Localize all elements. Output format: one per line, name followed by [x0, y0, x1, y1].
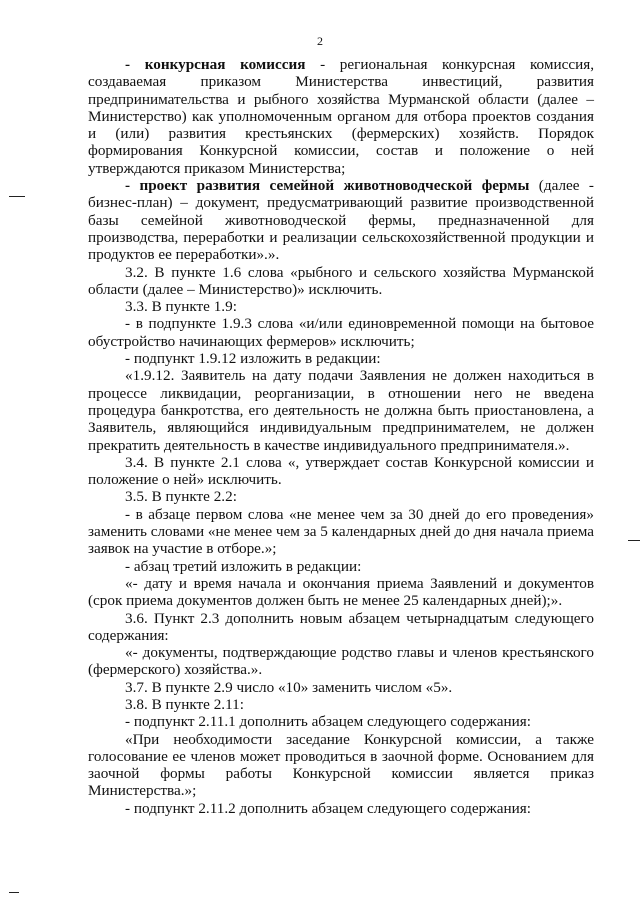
paragraph: «1.9.12. Заявитель на дату подачи Заявления не должен находиться в процессе ликвидации, реорганизации, в отношении него не введена процедура банкротства, его деятельность не должна быть приостановлена, а Заявитель, являющийся индивидуальным предпринимателем, не должен прекратить деятельность в качестве индивидуального предпринимателя.». [88, 367, 594, 454]
document-body [88, 56, 594, 817]
paragraph: 3.2. В пункте 1.6 слова «рыбного и сельского хозяйства Мурманской области (далее – Министерство)» исключить. [88, 263, 594, 298]
definition-paragraph: - конкурсная комиссия - региональная конкурсная комиссия, создаваемая приказом Министерства инвестиций, развития предпринимательства и рыбного хозяйства Мурманской области (далее – Министерство) как уполномоченным органом для отбора проектов создания и (или) развития крестьянских (фермерских) хозяйств. Порядок формирования Конкурсной комиссии, состав и положение о ней утверждаются приказом Министерства; [88, 56, 594, 177]
paragraph: - в подпункте 1.9.3 слова «и/или единовременной помощи на бытовое обустройство начинающих фермеров» исключить; [88, 315, 594, 350]
margin-mark [628, 540, 640, 541]
paragraph: - в абзаце первом слова «не менее чем за 30 дней до его проведения» заменить словами «не менее чем за 5 календарных дней до дня начала приема заявок на участие в отборе.»; [88, 505, 594, 558]
paragraph: 3.3. В пункте 1.9: [125, 298, 237, 316]
margin-mark [9, 196, 25, 197]
paragraph: 3.7. В пункте 2.9 число «10» заменить числом «5». [125, 678, 453, 696]
paragraph: - абзац третий изложить в редакции: [125, 557, 362, 575]
page-number: 2 [317, 34, 323, 48]
paragraph: - подпункт 2.11.1 дополнить абзацем следующего содержания: [125, 713, 531, 731]
defined-term: конкурсная комиссия [144, 56, 306, 73]
defined-term: проект развития семейной животноводческой фермы [139, 177, 530, 195]
paragraph: «- дату и время начала и окончания приема Заявлений и документов (срок приема документов должен быть не менее 25 календарных дней);». [88, 574, 594, 610]
definition-paragraph: - проект развития семейной животноводческой фермы (далее - бизнес-план) – документ, предусматривающий развитие производственной базы семейной животноводческой фермы, предназначенной для производства, переработки и реализации сельскохозяйственной продукции и продуктов ее переработки».». [88, 177, 594, 264]
paragraph: - подпункт 1.9.12 изложить в редакции: [125, 350, 381, 368]
paragraph: 3.5. В пункте 2.2: [125, 488, 237, 506]
paragraph: 3.8. В пункте 2.11: [125, 695, 244, 713]
paragraph: - подпункт 2.11.2 дополнить абзацем следующего содержания: [125, 799, 531, 817]
paragraph: «- документы, подтверждающие родство главы и членов крестьянского (фермерского) хозяйства.». [88, 644, 594, 679]
margin-mark [9, 892, 19, 893]
paragraph: «При необходимости заседание Конкурсной комиссии, а также голосование ее членов может проводиться в заочной форме. Основанием для заочной формы работы Конкурсной комиссии является приказ Министерства.»; [88, 730, 594, 800]
paragraph: 3.6. Пункт 2.3 дополнить новым абзацем четырнадцатым следующего содержания: [88, 609, 594, 644]
paragraph: 3.4. В пункте 2.1 слова «, утверждает состав Конкурсной комиссии и положение о ней» исключить. [88, 453, 594, 489]
